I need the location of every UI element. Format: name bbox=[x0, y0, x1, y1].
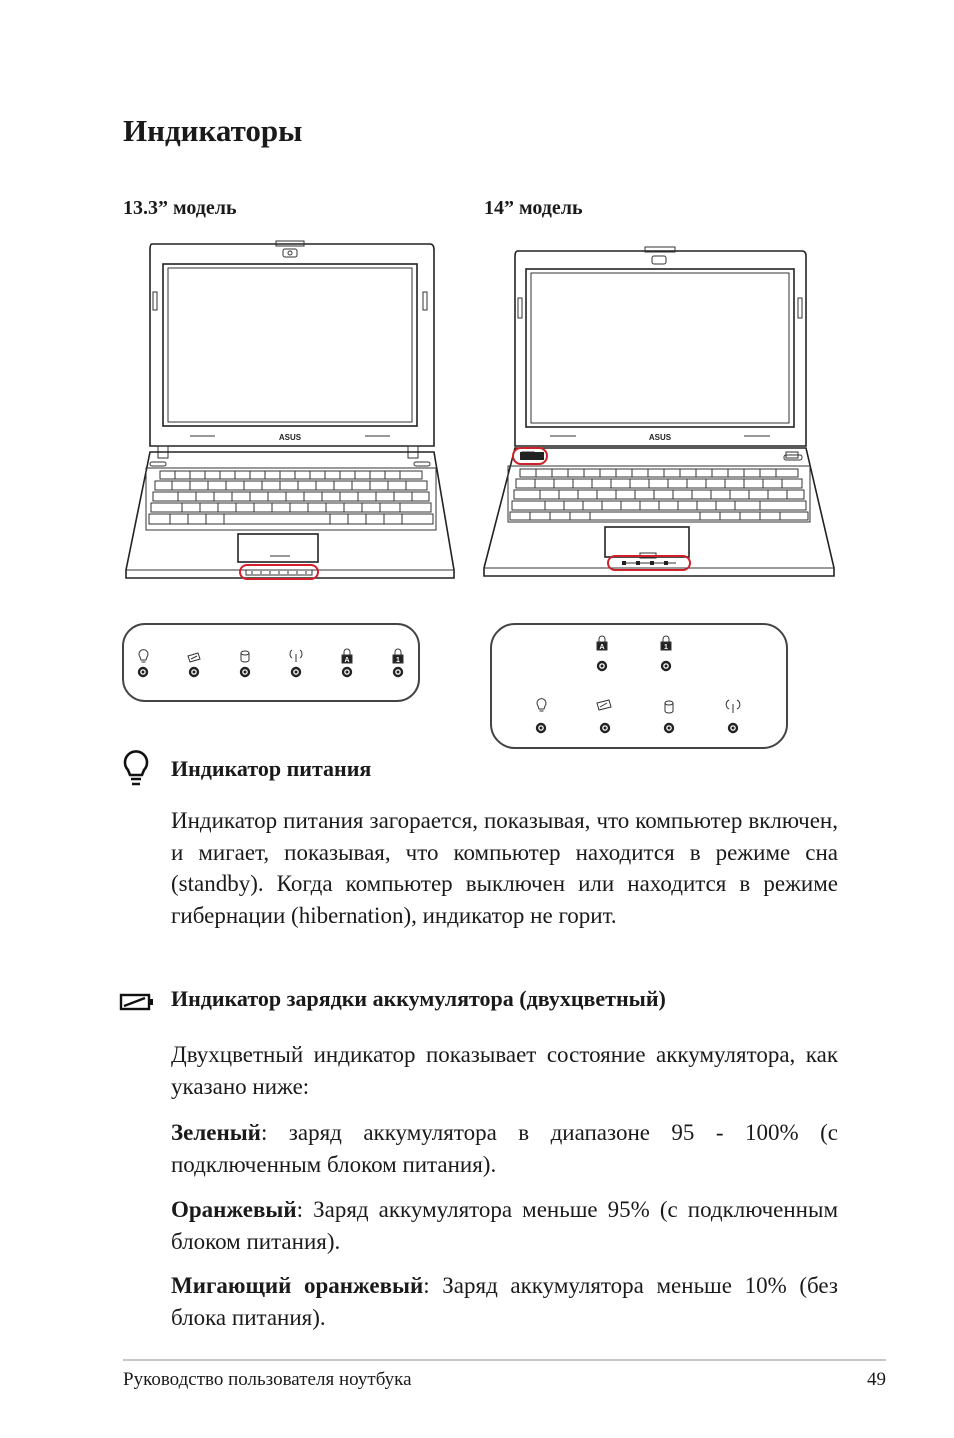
brand-logo-13: ASUS bbox=[278, 433, 302, 442]
power-indicator-text: Индикатор питания загорается, показывая, что компьютер включен, и мигает, показывая, что компьютер находится в режиме сна (standby). Когда компьютер выключен или находится в режиме гибернации (hibernation), индикатор не горит. bbox=[171, 808, 838, 928]
num-letter-13: 1 bbox=[396, 657, 400, 664]
state-label: Оранжевый bbox=[171, 1197, 297, 1222]
page-number: 49 bbox=[867, 1369, 886, 1390]
caps-letter-14: A bbox=[599, 644, 605, 651]
footer-title: Руководство пользователя ноутбука bbox=[123, 1369, 412, 1390]
footer-divider bbox=[123, 1359, 886, 1361]
power-indicator-title: Индикатор питания bbox=[171, 756, 372, 781]
state-label: Зеленый bbox=[171, 1120, 261, 1145]
battery-charge-icon bbox=[118, 990, 158, 1020]
caps-letter-13: A bbox=[344, 657, 350, 664]
model-label-13: 13.3” модель bbox=[123, 197, 237, 219]
state-text: : Заряд аккумулятора меньше 95% (с подключенным блоком питания). bbox=[171, 1197, 838, 1254]
power-bulb-icon bbox=[118, 750, 158, 790]
num-letter-14: 1 bbox=[664, 644, 668, 651]
battery-state-green bbox=[171, 1117, 838, 1180]
brand-logo-14: ASUS bbox=[648, 433, 672, 442]
battery-indicator-title: Индикатор зарядки аккумулятора (двухцветный) bbox=[171, 986, 666, 1011]
battery-indicator-intro: Двухцветный индикатор показывает состояние аккумулятора, как указано ниже: bbox=[171, 1042, 838, 1099]
state-text: : Заряд аккумулятора меньше 10% (без блока питания). bbox=[171, 1273, 838, 1330]
state-text: : заряд аккумулятора в диапазоне 95 - 100% (с подключенным блоком питания). bbox=[171, 1120, 838, 1177]
battery-state-blinking-orange bbox=[171, 1270, 838, 1333]
battery-state-orange bbox=[171, 1194, 838, 1257]
state-label: Мигающий оранжевый bbox=[171, 1273, 424, 1298]
page-title: Индикаторы bbox=[123, 113, 303, 148]
model-label-14: 14” модель bbox=[484, 197, 583, 219]
